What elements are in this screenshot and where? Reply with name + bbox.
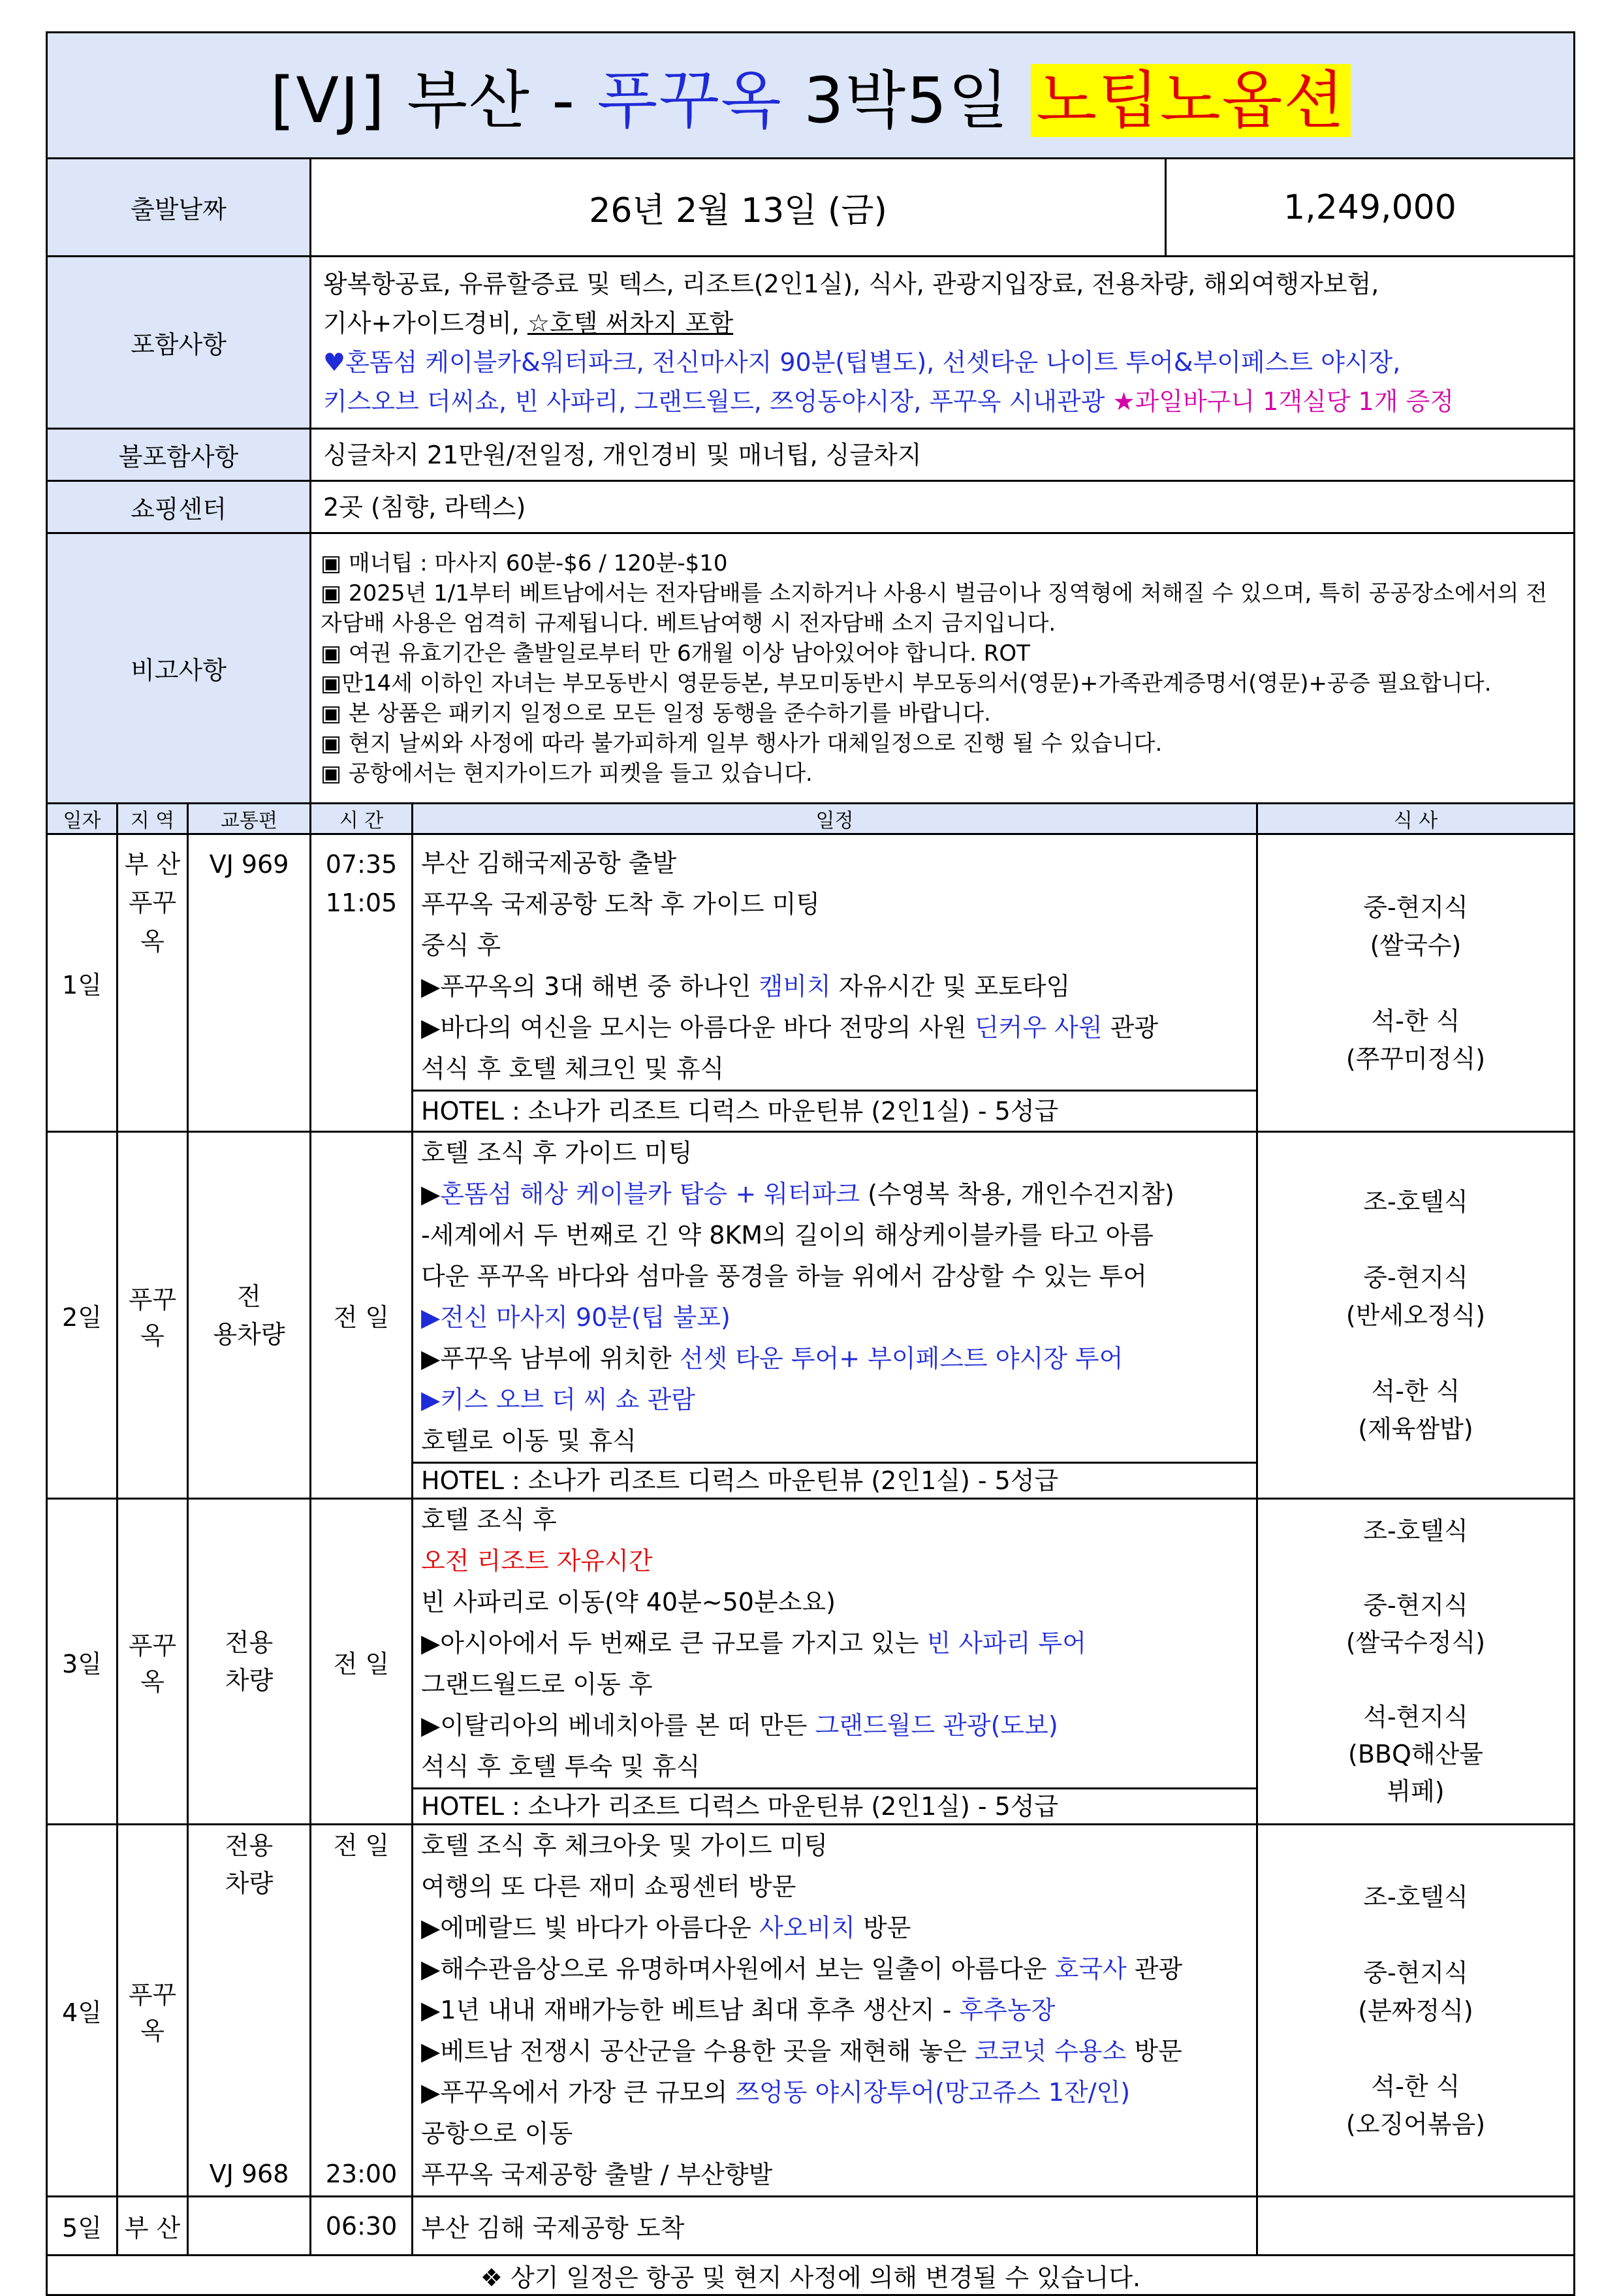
- header-transport: 교통편: [188, 804, 311, 834]
- day-meals: 중-현지식 (쌀국수) 석-한 식 (쭈꾸미정식): [1257, 834, 1575, 1132]
- header-meal: 식 사: [1257, 804, 1575, 834]
- header-time: 시 간: [311, 804, 413, 834]
- included-content: [311, 257, 1575, 429]
- day-label: 4일: [47, 1825, 118, 2197]
- day-row-2: [47, 1132, 1575, 1499]
- note-item: ▣ 본 상품은 패키지 일정으로 모든 일정 동행을 준수하기를 바랍니다.: [321, 700, 991, 727]
- day-region: 부 산: [118, 2197, 188, 2256]
- day-time: 전 일: [311, 1132, 413, 1499]
- day-region: 푸꾸옥: [118, 1499, 188, 1825]
- note-item: ▣ 매너팁 : 마사지 60분-$6 / 120분-$10: [321, 550, 728, 576]
- day-transport: 전용 차량 VJ 968: [188, 1825, 311, 2197]
- day-region: 부 산 푸꾸옥: [118, 834, 188, 1132]
- included-line: 키스오브 더씨쇼, 빈 사파리, 그랜드월드, 쯔엉동야시장, 푸꾸옥 시내관광 ★과일바구니 1객실당 1개 증정: [323, 386, 1454, 416]
- day-schedule: 부산 김해 국제공항 도착: [413, 2197, 1257, 2256]
- page-title: [47, 33, 1575, 159]
- day-meals: 조-호텔식 중-현지식 (반세오정식) 석-한 식 (제육쌈밥): [1257, 1132, 1575, 1499]
- day-schedule: 호텔 조식 후 체크아웃 및 가이드 미팅 여행의 또 다른 재미 쇼핑센터 방문 ▶에메랄드 빛 바다가 아름다운 사오비치 방문 ▶해수관음상으로 유명하며사원에서 보는 일출이 아름다운 호국사 관광 ▶1년 내내 재배가능한 베트남 최대 후추 생산지 - 후추농장 ▶베트남 전쟁시 공산군을 수용한 곳을 재현해 놓은 코코넛 수용소 방문 ▶푸꾸옥에서 가장 큰 규모의 쯔엉동 야시장투어(망고쥬스 1잔/인) 공항으로 이동 푸꾸옥 국제공항 출발 / 부산향발: [413, 1825, 1257, 2197]
- day-time: 06:30: [311, 2197, 413, 2256]
- departure-label: 출발날짜: [47, 159, 311, 257]
- title-nights: 3박5일: [782, 63, 1031, 137]
- day-row-1: [47, 834, 1575, 1132]
- day-row-5: [47, 2197, 1575, 2256]
- day-schedule: 호텔 조식 후 오전 리조트 자유시간 빈 사파리로 이동(약 40분~50분소요) ▶아시아에서 두 번째로 큰 규모를 가지고 있는 빈 사파리 투어 그랜드월드로 이동 후 ▶이탈리아의 베네치아를 본 떠 만든 그랜드월드 관광(도보) 석식 후 호텔 투숙 및 휴식 HOTEL : 소나가 리조트 디럭스 마운틴뷰 (2인1실) - 5성급: [413, 1499, 1257, 1825]
- footer-note: ❖ 상기 일정은 항공 및 현지 사정에 의해 변경될 수 있습니다.: [47, 2256, 1575, 2295]
- day-time: 07:35 11:05: [311, 834, 413, 1132]
- day-time: 전 일 23:00: [311, 1825, 413, 2197]
- notes-content: [311, 533, 1575, 804]
- day-row-3: [47, 1499, 1575, 1825]
- title-prefix: [VJ] 부산 -: [270, 63, 597, 137]
- day-schedule: 호텔 조식 후 가이드 미팅 ▶혼똠섬 해상 케이블카 탑승 + 워터파크 (수영복 착용, 개인수건지참) -세계에서 두 번째로 긴 약 8KM의 길이의 해상케이블카를 타고 아름 다운 푸꾸옥 바다와 섬마을 풍경을 하늘 위에서 감상할 수 있는 투어 ▶전신 마사지 90분(팁 불포) ▶푸꾸옥 남부에 위치한 선셋 타운 투어+ 부이페스트 야시장 투어 ▶키스 오브 더 씨 쇼 관람 호텔로 이동 및 휴식 HOTEL : 소나가 리조트 디럭스 마운틴뷰 (2인1실) - 5성급: [413, 1132, 1257, 1499]
- day-label: 5일: [47, 2197, 118, 2256]
- itinerary-sheet: [46, 31, 1573, 2296]
- header-day: 일자: [47, 804, 118, 834]
- day-label: 3일: [47, 1499, 118, 1825]
- day-schedule: 부산 김해국제공항 출발 푸꾸옥 국제공항 도착 후 가이드 미팅 중식 후 ▶푸꾸옥의 3대 해변 중 하나인 캠비치 자유시간 및 포토타임 ▶바다의 여신을 모시는 아름다운 바다 전망의 사원 딘커우 사원 관광 석식 후 호텔 체크인 및 휴식 HOTEL : 소나가 리조트 디럭스 마운틴뷰 (2인1실) - 5성급: [413, 834, 1257, 1132]
- price: 1,249,000: [1166, 159, 1575, 257]
- title-destination: 푸꾸옥: [597, 63, 783, 137]
- hotel-info: HOTEL : 소나가 리조트 디럭스 마운틴뷰 (2인1실) - 5성급: [413, 1787, 1256, 1823]
- day-meals: 조-호텔식 중-현지식 (쌀국수정식) 석-현지식 (BBQ해산물 뷔페): [1257, 1499, 1575, 1825]
- day-transport: 전 용차량: [188, 1132, 311, 1499]
- note-item: ▣ 여권 유효기간은 출발일로부터 만 6개월 이상 남아있어야 합니다. ROT: [321, 640, 1030, 667]
- day-region: 푸꾸옥: [118, 1825, 188, 2197]
- flight-number: VJ 968: [209, 2160, 289, 2188]
- day-meals: 조-호텔식 중-현지식 (분짜정식) 석-한 식 (오징어볶음): [1257, 1825, 1575, 2197]
- shopping-label: 쇼핑센터: [47, 481, 311, 533]
- day-time: 전 일: [311, 1499, 413, 1825]
- header-region: 지 역: [118, 804, 188, 834]
- note-item: ▣ 공항에서는 현지가이드가 피켓을 들고 있습니다.: [321, 760, 813, 787]
- day-label: 2일: [47, 1132, 118, 1499]
- day-region: 푸꾸옥: [118, 1132, 188, 1499]
- note-item: ▣만14세 이하인 자녀는 부모동반시 영문등본, 부모미동반시 부모동의서(영문)+가족관계증명서(영문)+공증 필요합니다.: [321, 670, 1492, 697]
- title-highlight: 노팁노옵션: [1031, 64, 1351, 137]
- included-line: 기사+가이드경비, ☆호텔 써차지 포함: [323, 308, 734, 338]
- excluded-content: 싱글차지 21만원/전일정, 개인경비 및 매너팁, 싱글차지: [311, 429, 1575, 481]
- day-row-4: [47, 1825, 1575, 2197]
- departure-date: 26년 2월 13일 (금): [311, 159, 1166, 257]
- fruit-basket-gift: ★과일바구니 1객실당 1개 증정: [1112, 386, 1454, 416]
- included-line: 왕복항공료, 유류할증료 및 텍스, 리조트(2인1실), 식사, 관광지입장료, 전용차량, 해외여행자보험,: [323, 269, 1379, 298]
- excluded-label: 불포함사항: [47, 429, 311, 481]
- shopping-content: 2곳 (침향, 라텍스): [311, 481, 1575, 533]
- day-transport: 전용 차량: [188, 1499, 311, 1825]
- day-meals: [1257, 2197, 1575, 2256]
- hotel-info: HOTEL : 소나가 리조트 디럭스 마운틴뷰 (2인1실) - 5성급: [413, 1090, 1256, 1131]
- header-schedule: 일정: [413, 804, 1257, 834]
- day-label: 1일: [47, 834, 118, 1132]
- note-item: ▣ 2025년 1/1부터 베트남에서는 전자담배를 소지하거나 사용시 벌금이나 징역형에 처해질 수 있으며, 특히 공공장소에서의 전자담배 사용은 엄격히 규제됩니다. 베트남여행 시 전자담배 소지 금지입니다.: [321, 580, 1548, 637]
- hotel-info: HOTEL : 소나가 리조트 디럭스 마운틴뷰 (2인1실) - 5성급: [413, 1462, 1256, 1498]
- included-highlights: ♥혼똠섬 케이블카&워터파크, 전신마사지 90분(팁별도), 선셋타운 나이트 투어&부이페스트 야시장,: [323, 347, 1401, 377]
- day-transport: [188, 2197, 311, 2256]
- included-label: 포함사항: [47, 257, 311, 429]
- flight-number: VJ 969: [188, 834, 311, 1132]
- notes-label: 비고사항: [47, 533, 311, 804]
- hotel-surcharge-note: ☆호텔 써차지 포함: [527, 308, 734, 338]
- note-item: ▣ 현지 날씨와 사정에 따라 불가피하게 일부 행사가 대체일정으로 진행 될 수 있습니다.: [321, 730, 1163, 757]
- itinerary-table: [46, 31, 1575, 2296]
